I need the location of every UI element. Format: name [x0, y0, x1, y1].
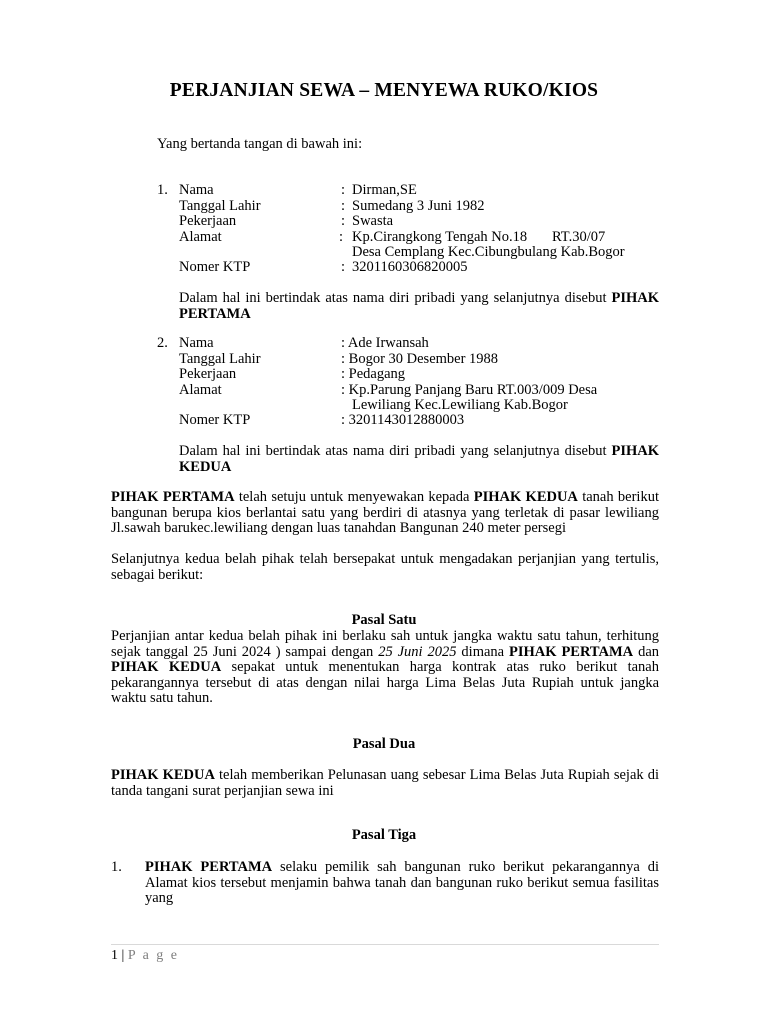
party-one-address-rt: RT.30/07 — [552, 229, 606, 245]
party-one-birth-label: Tanggal Lahir — [179, 198, 261, 214]
pasal-tiga-item-1 — [145, 860, 659, 907]
party-one-statement-bold: PIHAK PERTAMA — [179, 290, 660, 322]
para1-text-1: telah setuju untuk menyewakan kepada — [234, 489, 474, 505]
party-two-statement — [179, 444, 659, 475]
footer-separator: | — [121, 948, 125, 963]
party-one-name-label: Nama — [179, 182, 214, 198]
pasal-tiga-heading: Pasal Tiga — [351, 827, 417, 843]
party-one-name-value: Dirman,SE — [352, 182, 417, 198]
party-one-name-sep: : — [341, 182, 346, 198]
consensus-paragraph: Selanjutnya kedua belah pihak telah bersepakat untuk mengadakan perjanjian yang tertulis, sebagai berikut: — [111, 551, 659, 583]
party-two-job-value: : Pedagang — [341, 366, 406, 382]
pasal-satu-body — [111, 629, 659, 707]
page-label: P a g e — [127, 948, 180, 963]
para1-bold-2: PIHAK KEDUA — [473, 489, 578, 505]
party-two-statement-text: Dalam hal ini bertindak atas nama diri pribadi yang selanjutnya disebut — [179, 443, 607, 459]
party-two-address-value: : Kp.Parung Panjang Baru RT.003/009 Desa — [341, 382, 598, 398]
party-one-job-sep: : — [341, 213, 346, 229]
party-one-job-value: Swasta — [352, 213, 394, 229]
pasal-dua-body — [111, 768, 659, 799]
party-one-ktp-label: Nomer KTP — [179, 259, 251, 275]
pasal-dua-heading: Pasal Dua — [352, 736, 416, 752]
party-two-job-label: Pekerjaan — [179, 366, 237, 382]
party-one-address-label: Alamat — [179, 229, 222, 245]
party-one-job-label: Pekerjaan — [179, 213, 237, 229]
pasal2-bold-1: PIHAK KEDUA — [111, 767, 215, 783]
pasal1-text-1: Perjanjian antar kedua belah pihak ini berlaku sah untuk jangka waktu satu tahun, terhitung sejak tanggal 25 Juni 2024 ) sampai dengan — [111, 628, 659, 660]
pasal3-text-1: selaku pemilik sah bangunan ruko berikut pekarangannya di Alamat kios tersebut menjamin bahwa tanah dan bangunan ruko berikut semua fasilitas yang — [145, 859, 659, 906]
footer-divider — [111, 944, 659, 945]
pasal2-text-1: telah memberikan Pelunasan uang sebesar Lima Belas Juta Rupiah sejak di tanda tangani surat perjanjian sewa ini — [111, 767, 659, 799]
pasal1-text-3: dan — [633, 643, 660, 660]
party-one-number: 1. — [157, 182, 168, 198]
intro-text: Yang bertanda tangan di bawah ini: — [157, 136, 363, 152]
pasal1-text-4: sepakat untuk menentukan harga kontrak atas ruko berikut tanah pekarangannya tersebut di atas dengan nilai harga Lima Belas Juta Rupiah untuk jangka waktu satu tahun. — [111, 659, 659, 706]
party-two-name-value: : Ade Irwansah — [341, 335, 429, 351]
party-one-address-value-line2: Desa Cemplang Kec.Cibungbulang Kab.Bogor — [352, 244, 625, 260]
document-title: PERJANJIAN SEWA – MENYEWA RUKO/KIOS — [169, 80, 599, 101]
page-number: 1 — [111, 948, 118, 963]
pasal1-bold-2: PIHAK KEDUA — [111, 659, 222, 675]
party-one-address-value: Kp.Cirangkong Tengah No.18 — [352, 229, 528, 245]
pasal1-text-2: dimana — [456, 643, 509, 660]
pasal-tiga-item-number: 1. — [111, 859, 122, 875]
party-one-birth-sep: : — [341, 198, 346, 214]
party-one-statement-text: Dalam hal ini bertindak atas nama diri pribadi yang selanjutnya disebut — [179, 290, 607, 306]
party-two-ktp-value: : 3201143012880003 — [341, 412, 465, 428]
party-one-birth-value: Sumedang 3 Juni 1982 — [352, 198, 485, 214]
party-one-ktp-value: 3201160306820005 — [352, 259, 468, 275]
party-two-name-label: Nama — [179, 335, 214, 351]
pasal-satu-heading: Pasal Satu — [351, 612, 417, 628]
page-footer — [111, 948, 179, 964]
para1-bold-1: PIHAK PERTAMA — [111, 489, 235, 505]
para1-text-2: tanah berikut bangunan berupa kios berlantai satu yang berdiri di atasnya yang terletak di pasar lewiliang Jl.sawah barukec.lewiliang dengan luas tanahdan Bangunan 240 meter persegi — [111, 489, 659, 536]
party-two-statement-bold: PIHAK KEDUA — [179, 443, 660, 475]
party-two-address-value-line2: Lewiliang Kec.Lewiliang Kab.Bogor — [352, 397, 568, 413]
party-one-address-sep: : — [339, 229, 344, 245]
party-two-birth-value: : Bogor 30 Desember 1988 — [341, 351, 499, 367]
pasal3-bold-1: PIHAK PERTAMA — [145, 859, 273, 875]
party-two-number: 2. — [157, 335, 168, 351]
party-two-birth-label: Tanggal Lahir — [179, 351, 261, 367]
pasal1-bold-1: PIHAK PERTAMA — [509, 643, 634, 660]
pasal1-italic-date: 25 Juni 2025 — [378, 643, 457, 660]
party-one-statement — [179, 291, 659, 322]
party-two-ktp-label: Nomer KTP — [179, 412, 251, 428]
party-two-address-label: Alamat — [179, 382, 222, 398]
agreement-paragraph — [111, 490, 659, 537]
party-one-ktp-sep: : — [341, 259, 346, 275]
